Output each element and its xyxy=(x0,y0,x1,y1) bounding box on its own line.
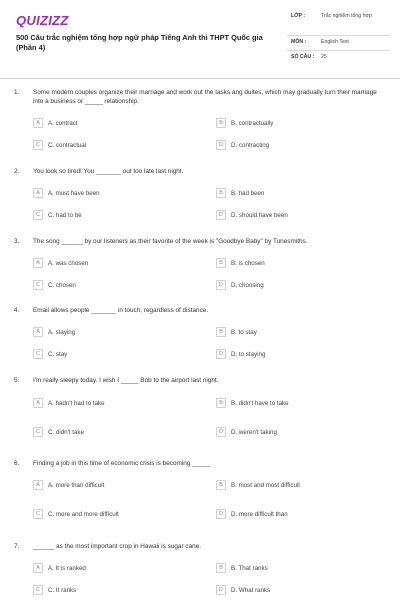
option-text: D. What ranks xyxy=(231,586,271,594)
option-letter-box: A xyxy=(33,258,43,268)
option-letter-box: B xyxy=(216,118,226,128)
option-text: B. most and most difficult xyxy=(231,481,301,489)
option-c[interactable] xyxy=(33,210,82,220)
option-text: A. contract xyxy=(48,119,78,127)
option-letter-box: C xyxy=(33,509,43,519)
option-text: D. more difficult than xyxy=(231,510,288,518)
meta-label-question-count: SỐ CÂU : xyxy=(291,54,315,60)
option-text: D. should have been xyxy=(231,211,288,219)
option-b[interactable] xyxy=(216,398,289,408)
option-text: A. staying xyxy=(48,328,76,336)
option-letter-box: B xyxy=(216,327,226,337)
option-text: C. more and more difficult xyxy=(48,510,119,518)
option-c[interactable] xyxy=(33,140,86,150)
option-letter-box: C xyxy=(33,585,43,595)
option-text: C. didn't take xyxy=(48,428,84,436)
option-b[interactable] xyxy=(216,563,268,573)
option-d[interactable] xyxy=(216,140,269,150)
question-number: 1. xyxy=(14,89,20,96)
question-text: You look so tired! You _______ out too late last night. xyxy=(33,168,184,175)
question-number: 3. xyxy=(14,238,20,245)
option-b[interactable] xyxy=(216,118,273,128)
option-letter-box: D xyxy=(216,585,226,595)
option-a[interactable] xyxy=(33,398,105,408)
option-text: A. must have been xyxy=(48,189,100,197)
meta-value-question-count: 25 xyxy=(321,54,327,60)
option-a[interactable] xyxy=(33,118,78,128)
option-text: D. choosing xyxy=(231,281,264,289)
question-text: I'm really sleepy today. I wish I _____ Bob to the airport last night. xyxy=(33,377,219,384)
option-c[interactable] xyxy=(33,585,76,595)
question-text: Email allows people _______ in touch, regardless of distance. xyxy=(33,307,209,314)
option-letter-box: D xyxy=(216,280,226,290)
option-letter-box: D xyxy=(216,140,226,150)
question-text: The song ______ by our listeners as their favorite of the week is "Goodbye Baby" by Tunesmiths. xyxy=(33,238,308,245)
option-b[interactable] xyxy=(216,480,300,490)
question-number: 4. xyxy=(14,307,20,314)
option-text: B. had been xyxy=(231,189,265,197)
option-letter-box: A xyxy=(33,118,43,128)
option-d[interactable] xyxy=(216,210,288,220)
question-text: Finding a job in this time of economic crisis is becoming _____ xyxy=(33,460,210,467)
option-a[interactable] xyxy=(33,258,88,268)
option-letter-box: D xyxy=(216,427,226,437)
option-c[interactable] xyxy=(33,280,76,290)
option-text: D. weren't taking xyxy=(231,428,277,436)
option-text: B. contractually xyxy=(231,119,274,127)
option-b[interactable] xyxy=(216,188,264,198)
option-text: C. had to be xyxy=(48,211,82,219)
option-letter-box: D xyxy=(216,509,226,519)
option-d[interactable] xyxy=(216,509,288,519)
meta-row-subject xyxy=(287,36,390,51)
worksheet-header xyxy=(0,0,400,78)
option-text: B. That ranks xyxy=(231,564,268,572)
option-letter-box: B xyxy=(216,563,226,573)
option-text: B. is chosen xyxy=(231,259,265,267)
option-a[interactable] xyxy=(33,327,75,337)
meta-label-class: LỚP : xyxy=(291,13,306,19)
option-text: D. to staying xyxy=(231,350,266,358)
option-text: D. contracting xyxy=(231,141,270,149)
meta-row-question-count xyxy=(287,51,390,66)
question-number: 2. xyxy=(14,168,20,175)
question-number: 7. xyxy=(14,543,20,550)
option-letter-box: C xyxy=(33,349,43,359)
question-number: 5. xyxy=(14,377,20,384)
option-letter-box: C xyxy=(33,280,43,290)
option-letter-box: B xyxy=(216,258,226,268)
option-d[interactable] xyxy=(216,427,277,437)
option-c[interactable] xyxy=(33,349,67,359)
option-a[interactable] xyxy=(33,188,100,198)
option-letter-box: B xyxy=(216,188,226,198)
meta-row-class xyxy=(287,10,390,36)
worksheet-meta-table xyxy=(287,10,390,66)
meta-value-subject: English Test xyxy=(321,39,349,45)
option-letter-box: A xyxy=(33,398,43,408)
option-a[interactable] xyxy=(33,480,104,490)
option-letter-box: A xyxy=(33,480,43,490)
option-text: A. It is ranked xyxy=(48,564,86,572)
option-letter-box: D xyxy=(216,349,226,359)
worksheet-title: 500 Câu trắc nghiệm tổng hợp ngữ pháp Tiếng Anh thi THPT Quốc gia (Phần 4) xyxy=(16,33,263,52)
option-c[interactable] xyxy=(33,509,119,519)
option-letter-box: B xyxy=(216,480,226,490)
option-text: A. more than difficult xyxy=(48,481,105,489)
option-a[interactable] xyxy=(33,563,86,573)
option-letter-box: C xyxy=(33,427,43,437)
option-letter-box: C xyxy=(33,210,43,220)
option-letter-box: A xyxy=(33,563,43,573)
meta-label-subject: MÔN : xyxy=(291,39,307,45)
option-letter-box: B xyxy=(216,398,226,408)
option-text: C. stay xyxy=(48,350,68,358)
quizizz-logo: QUIZIZZ xyxy=(16,13,69,28)
option-b[interactable] xyxy=(216,258,265,268)
question-number: 6. xyxy=(14,460,20,467)
option-d[interactable] xyxy=(216,585,270,595)
option-letter-box: C xyxy=(33,140,43,150)
meta-value-class: Trắc nghiệm tổng hợp xyxy=(321,13,372,19)
option-d[interactable] xyxy=(216,349,265,359)
option-letter-box: A xyxy=(33,327,43,337)
option-text: A. was chosen xyxy=(48,259,89,267)
option-text: B. to stay xyxy=(231,328,257,336)
option-text: C. chosen xyxy=(48,281,76,289)
option-text: A. hadn't had to take xyxy=(48,399,105,407)
question-text: ______ as the most important crop in Hawaii is sugar cane. xyxy=(33,543,202,550)
option-letter-box: D xyxy=(216,210,226,220)
option-c[interactable] xyxy=(33,427,84,437)
question-text: Some modern couples organize their marriage and work out the tasks ang duites, which may gradually turn their marriage into a business or _____ relationship. xyxy=(33,89,377,105)
option-text: B. didn't have to take xyxy=(231,399,289,407)
option-letter-box: A xyxy=(33,188,43,198)
option-text: C. It ranks xyxy=(48,586,77,594)
option-text: C. contractual xyxy=(48,141,87,149)
header-divider xyxy=(0,78,400,79)
option-b[interactable] xyxy=(216,327,257,337)
option-d[interactable] xyxy=(216,280,264,290)
